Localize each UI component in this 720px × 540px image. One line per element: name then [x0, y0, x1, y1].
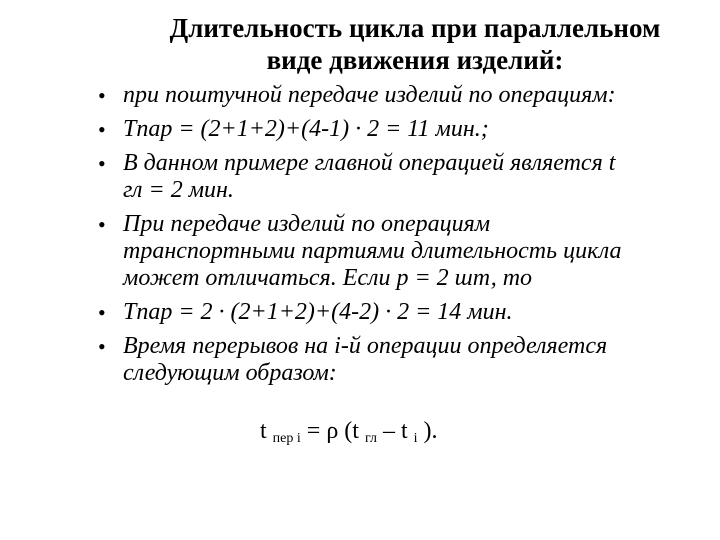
list-item	[0, 299, 720, 326]
formula-dash: – t	[382, 418, 408, 444]
formula	[260, 416, 438, 454]
formula-end: ).	[423, 418, 438, 444]
bullet-line: следующим образом:	[123, 360, 337, 386]
bullet-marker: •	[98, 117, 106, 142]
bullet-line: При передаче изделий по операциям	[123, 211, 491, 237]
bullet-line: гл = 2 мин.	[123, 177, 234, 203]
list-item	[0, 211, 720, 292]
formula-t: t	[260, 418, 267, 444]
title-line-2: виде движения изделий:	[266, 45, 564, 75]
bullet-line: Tпар = 2 · (2+1+2)+(4-2) · 2 = 14 мин.	[123, 299, 513, 325]
formula-mid: = ρ (t	[306, 418, 359, 444]
list-item	[0, 150, 720, 204]
bullet-marker: •	[98, 334, 106, 359]
bullet-marker: •	[98, 151, 106, 176]
list-item	[0, 333, 720, 387]
bullet-marker: •	[98, 300, 106, 325]
bullet-list	[0, 82, 720, 394]
list-item	[0, 82, 720, 109]
title-line-1: Длительность цикла при параллельном	[169, 13, 661, 43]
slide-title	[110, 12, 720, 76]
bullet-marker: •	[98, 212, 106, 237]
formula-sub-per-i: пер i	[272, 431, 301, 446]
bullet-line: может отличаться. Если p = 2 шт, то	[123, 265, 533, 291]
bullet-line: В данном примере главной операцией является t	[123, 150, 616, 176]
bullet-line: при поштучной передаче изделий по операциям:	[123, 82, 616, 108]
bullet-line: Время перерывов на i-й операции определяется	[123, 333, 608, 359]
bullet-marker: •	[98, 83, 106, 108]
bullet-line: транспортными партиями длительность цикла	[123, 238, 622, 264]
list-item	[0, 116, 720, 143]
formula-sub-i: i	[413, 431, 418, 446]
bullet-line: Tпар = (2+1+2)+(4-1) · 2 = 11 мин.;	[123, 116, 489, 142]
formula-sub-gl: гл	[364, 431, 377, 446]
